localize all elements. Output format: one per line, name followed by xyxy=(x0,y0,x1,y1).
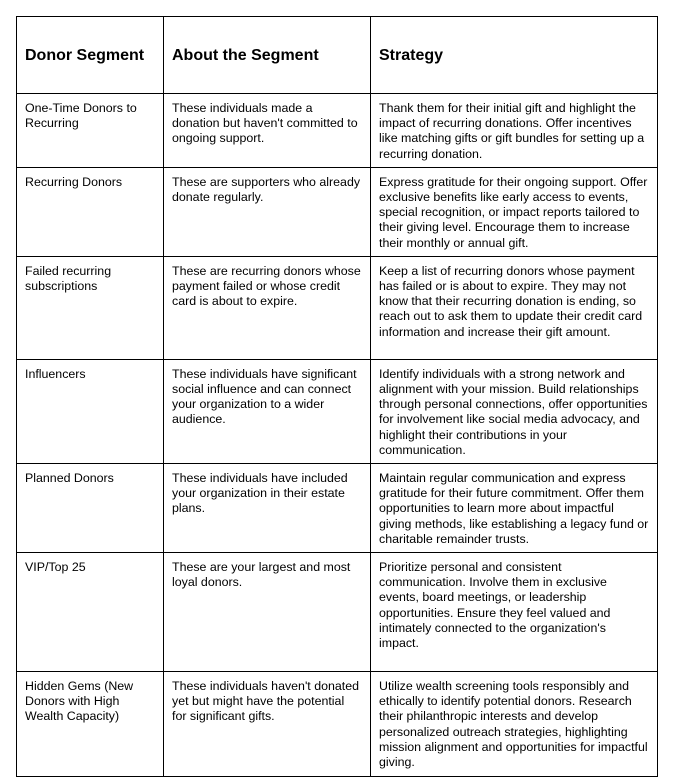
segment-cell: One-Time Donors to Recurring xyxy=(17,94,164,168)
segment-cell: Planned Donors xyxy=(17,464,164,553)
about-cell: These individuals haven't donated yet but might have the potential for significant gifts. xyxy=(164,672,371,777)
table-row xyxy=(17,672,658,777)
segment-cell: Influencers xyxy=(17,359,164,463)
strategy-cell: Express gratitude for their ongoing support. Offer exclusive benefits like early access to events, special recognition, or impact reports tailored to their giving level. Encourage them to increase their monthly or annual gift. xyxy=(371,167,658,256)
strategy-cell: Keep a list of recurring donors whose payment has failed or is about to expire. They may not know that their recurring donation is ending, so reach out to ask them to update their credit card information and increase their gift amount. xyxy=(371,256,658,359)
strategy-cell: Identify individuals with a strong network and alignment with your mission. Build relationships through personal connections, offer opportunities for involvement like social media advocacy, and highlight their contributions in your communication. xyxy=(371,359,658,463)
strategy-cell: Utilize wealth screening tools responsibly and ethically to identify potential donors. Research their philanthropic interests and develop personalized outreach strategies, highlighting mission alignment and opportunities for impactful giving. xyxy=(371,672,658,777)
segment-cell: Hidden Gems (New Donors with High Wealth Capacity) xyxy=(17,672,164,777)
table-row xyxy=(17,167,658,256)
about-cell: These individuals made a donation but haven't committed to ongoing support. xyxy=(164,94,371,168)
strategy-cell: Prioritize personal and consistent communication. Involve them in exclusive events, board meetings, or leadership opportunities. Ensure they feel valued and intimately connected to the organization's impact. xyxy=(371,553,658,672)
about-cell: These individuals have included your organization in their estate plans. xyxy=(164,464,371,553)
table-row xyxy=(17,464,658,553)
strategy-cell: Maintain regular communication and express gratitude for their future commitment. Offer them opportunities to learn more about impactful giving methods, like establishing a legacy fund or charitable remainder trusts. xyxy=(371,464,658,553)
table-row xyxy=(17,256,658,359)
table-row xyxy=(17,94,658,168)
table-row xyxy=(17,359,658,463)
table-header-row xyxy=(17,17,658,94)
header-strategy: Strategy xyxy=(371,17,658,94)
segment-cell: Recurring Donors xyxy=(17,167,164,256)
header-about-segment: About the Segment xyxy=(164,17,371,94)
about-cell: These individuals have significant social influence and can connect your organization to a wider audience. xyxy=(164,359,371,463)
strategy-cell: Thank them for their initial gift and highlight the impact of recurring donations. Offer incentives like matching gifts or gift bundles for setting up a recurring donation. xyxy=(371,94,658,168)
donor-segments-table xyxy=(16,16,658,777)
about-cell: These are supporters who already donate regularly. xyxy=(164,167,371,256)
segment-cell: Failed recurring subscriptions xyxy=(17,256,164,359)
table-row xyxy=(17,553,658,672)
header-donor-segment: Donor Segment xyxy=(17,17,164,94)
about-cell: These are your largest and most loyal donors. xyxy=(164,553,371,672)
segment-cell: VIP/Top 25 xyxy=(17,553,164,672)
about-cell: These are recurring donors whose payment failed or whose credit card is about to expire. xyxy=(164,256,371,359)
